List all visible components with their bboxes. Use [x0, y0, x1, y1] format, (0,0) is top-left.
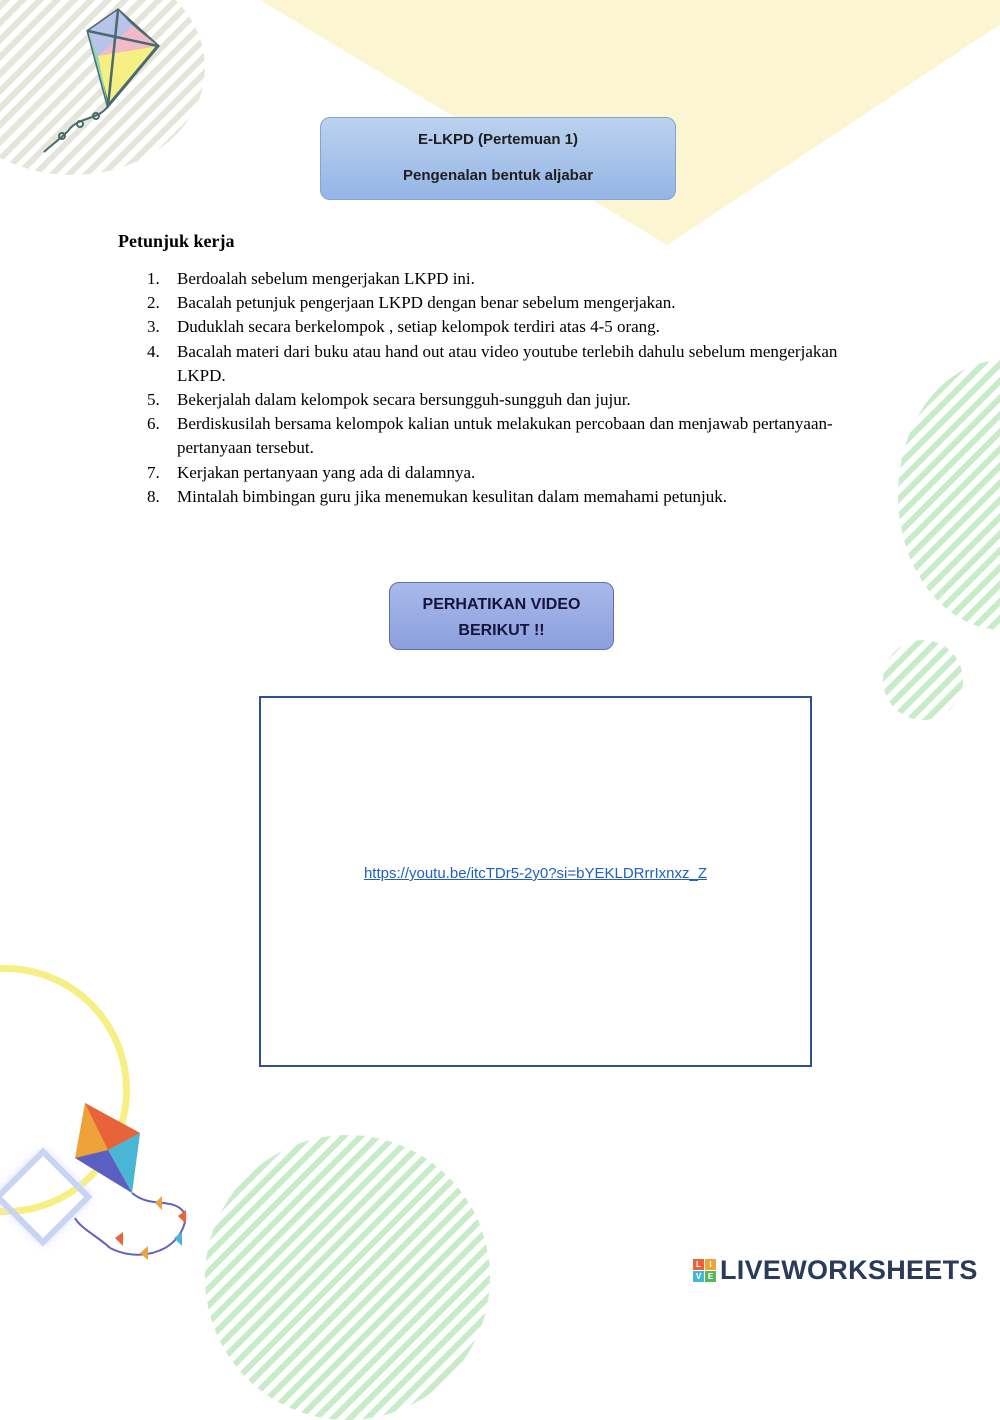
list-item-text: Bacalah materi dari buku atau hand out atau video youtube terlebih dahulu sebelum mengerjakan LKPD. — [177, 341, 838, 385]
liveworksheets-logo — [693, 1254, 978, 1286]
list-item — [140, 315, 850, 339]
list-item-number: 7. — [147, 462, 160, 482]
list-item-text: Kerjakan pertanyaan yang ada di dalamnya. — [177, 462, 476, 482]
list-item-number: 3. — [147, 317, 160, 337]
liveworksheets-name: LIVEWORKSHEETS — [720, 1254, 978, 1285]
watch-video-line2: BERIKUT !! — [458, 622, 545, 639]
list-item — [140, 461, 850, 485]
striped-circle-right — [898, 360, 1000, 630]
list-item-number: 1. — [147, 269, 160, 288]
list-item-text: Mintalah bimbingan guru jika menemukan kesulitan dalam memahami petunjuk. — [177, 486, 728, 506]
logo-letter: L — [693, 1259, 704, 1270]
watch-video-banner — [389, 582, 614, 650]
logo-letter: I — [705, 1259, 716, 1270]
list-item-number: 4. — [147, 341, 160, 361]
striped-semicircle-bottom — [205, 1135, 490, 1420]
striped-circle-small-right — [883, 640, 963, 720]
list-item-text: Duduklah secara berkelompok , setiap kelompok terdiri atas 4-5 orang. — [177, 317, 660, 337]
instructions-list — [140, 267, 850, 509]
list-item — [140, 340, 850, 388]
list-item-text: Berdoalah sebelum mengerjakan LKPD ini. — [177, 269, 475, 288]
instructions-heading: Petunjuk kerja — [118, 231, 235, 251]
watch-video-line1: PERHATIKAN VIDEO — [422, 596, 581, 613]
list-item-text: Bacalah petunjuk pengerjaan LKPD dengan benar sebelum mengerjakan. — [177, 293, 676, 313]
list-item — [140, 412, 850, 460]
list-item-number: 6. — [147, 414, 160, 434]
live-logo-icon — [693, 1259, 716, 1282]
video-frame — [259, 696, 812, 1067]
youtube-link[interactable]: https://youtu.be/itcTDr5-2y0?si=bYEKLDRrrIxnxz_Z — [363, 865, 708, 882]
title-box — [320, 117, 676, 200]
list-item-number: 8. — [147, 486, 160, 506]
list-item — [140, 267, 850, 291]
kite-top-left-icon — [38, 6, 168, 166]
list-item — [140, 388, 850, 412]
list-item — [140, 291, 850, 315]
list-item-text: Berdiskusilah bersama kelompok kalian untuk melakukan percobaan dan menjawab pertanyaan-pertanyaan tersebut. — [177, 414, 833, 458]
list-item-number: 2. — [147, 293, 160, 313]
list-item-number: 5. — [147, 390, 160, 410]
list-item-text: Bekerjalah dalam kelompok secara bersungguh-sungguh dan jujur. — [177, 390, 631, 410]
logo-letter: V — [693, 1271, 704, 1282]
list-item — [140, 485, 850, 509]
worksheet-title: E-LKPD (Pertemuan 1) — [417, 131, 579, 148]
logo-letter: E — [705, 1271, 716, 1282]
kite-bottom-left-icon — [70, 1098, 200, 1268]
worksheet-subtitle: Pengenalan bentuk aljabar — [402, 167, 594, 184]
